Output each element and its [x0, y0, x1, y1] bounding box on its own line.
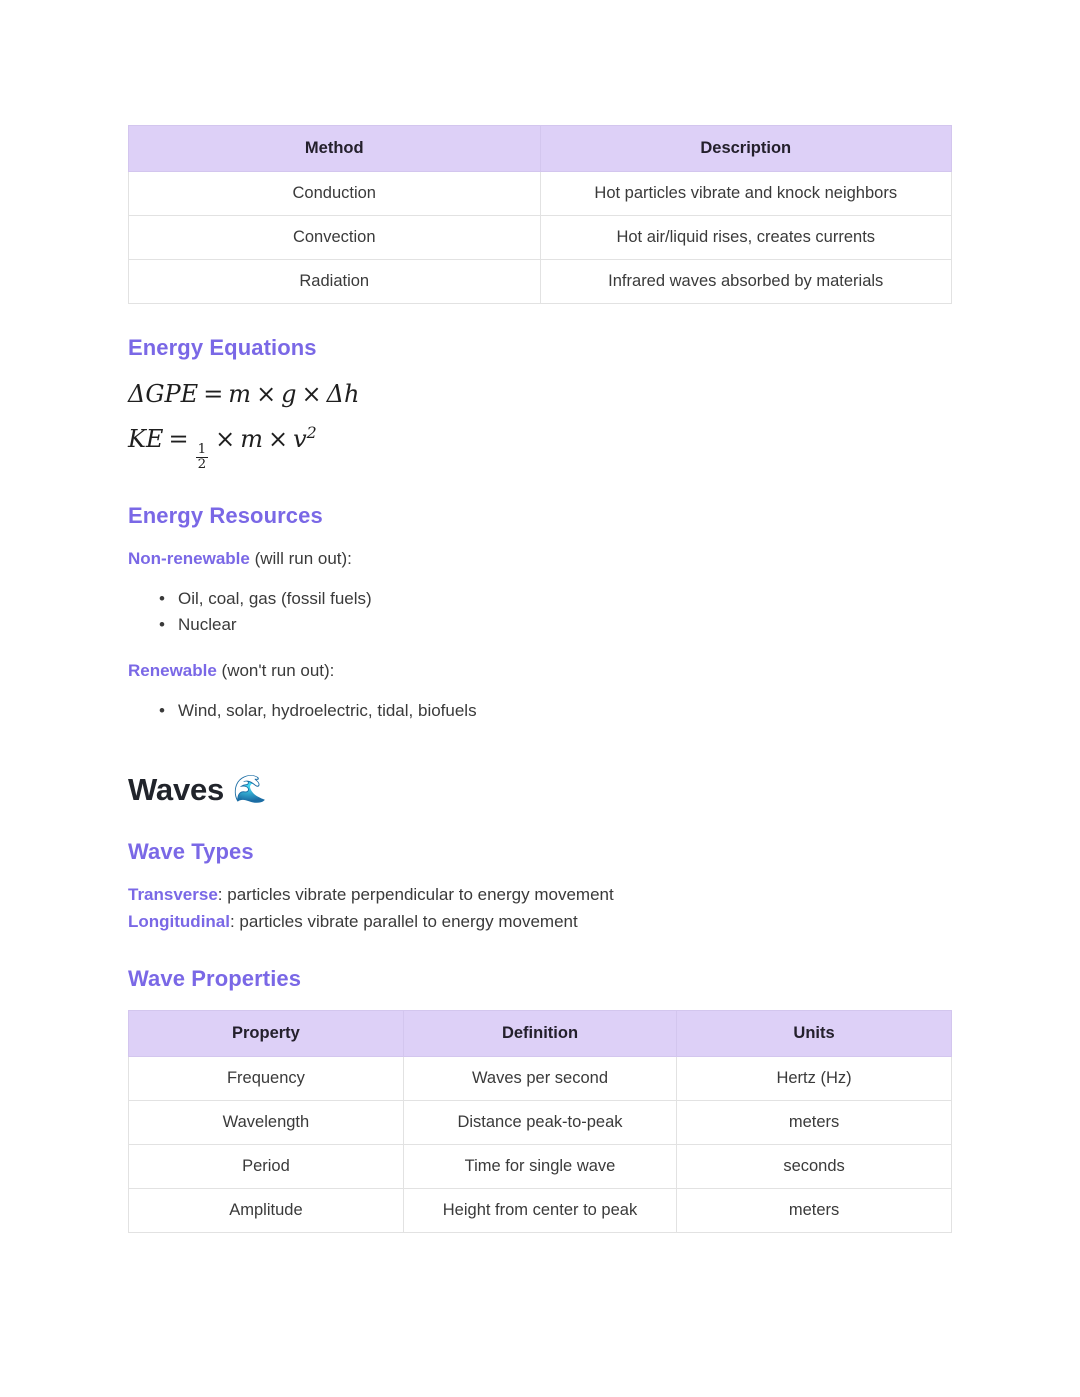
cell-units: meters [677, 1101, 952, 1145]
equation-ke-numerator: 1 [197, 441, 207, 457]
equation-gpe-height: h [344, 380, 360, 408]
list-item: • Oil, coal, gas (fossil fuels) [178, 586, 952, 613]
longitudinal-line [128, 910, 952, 935]
renewable-line [128, 659, 952, 684]
cell-definition: Distance peak-to-peak [403, 1101, 676, 1145]
table-header-row [129, 126, 952, 172]
cell-definition: Time for single wave [403, 1145, 676, 1189]
column-header-property: Property [129, 1011, 404, 1057]
non-renewable-line [128, 547, 952, 572]
table-row [129, 172, 952, 216]
renewable-list [128, 698, 952, 725]
longitudinal-description: : particles vibrate parallel to energy movement [229, 912, 578, 932]
transverse-line [128, 883, 952, 908]
cell-property: Amplitude [129, 1189, 404, 1233]
equation-gpe-equals: = [203, 380, 224, 408]
column-header-method: Method [129, 126, 541, 172]
wave-properties-table [128, 1010, 952, 1233]
cell-property: Wavelength [129, 1101, 404, 1145]
cell-definition: Waves per second [403, 1057, 676, 1101]
non-renewable-list [128, 586, 952, 640]
column-header-description: Description [540, 126, 952, 172]
equation-ke-fraction [196, 443, 209, 472]
equation-ke-lhs: KE [128, 425, 164, 453]
transverse-description: : particles vibrate perpendicular to energy movement [217, 884, 614, 904]
table-row [129, 1101, 952, 1145]
cell-property: Frequency [129, 1057, 404, 1101]
longitudinal-label: Longitudinal [128, 912, 230, 932]
table-header-row [129, 1011, 952, 1057]
equation-gpe-delta: Δ [128, 380, 146, 408]
heading-wave-types: Wave Types [128, 838, 254, 864]
wave-types-group [128, 883, 952, 935]
non-renewable-note: (will run out): [249, 548, 352, 568]
table-row [129, 1145, 952, 1189]
list-item: • Wind, solar, hydroelectric, tidal, biofuels [178, 698, 952, 725]
cell-description: Infrared waves absorbed by materials [540, 260, 952, 304]
equation-gpe-gravity: g [281, 380, 297, 408]
equation-ke-equals: = [168, 425, 189, 453]
equation-gpe-times-1: × [256, 380, 277, 408]
cell-units: meters [677, 1189, 952, 1233]
heading-energy-resources: Energy Resources [128, 502, 323, 528]
equation-gpe-lhs: GPE [145, 380, 199, 408]
equation-ke-denominator: 2 [197, 456, 207, 472]
column-header-definition: Definition [403, 1011, 676, 1057]
renewable-label: Renewable [128, 661, 217, 681]
equation-ke-times-2: × [268, 425, 289, 453]
list-item: • Nuclear [178, 612, 952, 639]
cell-units: seconds [677, 1145, 952, 1189]
equation-gpe [128, 379, 952, 409]
table-row [129, 216, 952, 260]
cell-property: Period [129, 1145, 404, 1189]
equation-ke-exponent: 2 [306, 423, 317, 442]
equation-gpe-times-2: × [301, 380, 322, 408]
cell-definition: Height from center to peak [403, 1189, 676, 1233]
equation-gpe-delta-2: Δ [326, 380, 344, 408]
cell-description: Hot particles vibrate and knock neighbors [540, 172, 952, 216]
non-renewable-label: Non-renewable [128, 548, 250, 568]
cell-description: Hot air/liquid rises, creates currents [540, 216, 952, 260]
cell-units: Hertz (Hz) [677, 1057, 952, 1101]
equation-ke [128, 423, 952, 472]
heading-energy-equations: Energy Equations [128, 335, 317, 360]
table-row [129, 260, 952, 304]
renewable-note: (won't run out): [216, 661, 335, 681]
heat-transfer-methods-table [128, 125, 952, 304]
water-wave-emoji: 🌊 [233, 774, 267, 805]
heading-wave-properties: Wave Properties [128, 966, 302, 991]
column-header-units: Units [677, 1011, 952, 1057]
cell-method: Convection [129, 216, 541, 260]
equation-ke-velocity: v [293, 425, 307, 453]
table-row [129, 1189, 952, 1233]
equation-ke-times-1: × [215, 425, 236, 453]
transverse-label: Transverse [128, 884, 218, 904]
cell-method: Radiation [129, 260, 541, 304]
equation-gpe-mass: m [228, 380, 252, 408]
equation-ke-mass: m [240, 425, 263, 453]
page-title: Waves [128, 771, 225, 807]
heading-waves [128, 772, 952, 808]
cell-method: Conduction [129, 172, 541, 216]
table-row [129, 1057, 952, 1101]
